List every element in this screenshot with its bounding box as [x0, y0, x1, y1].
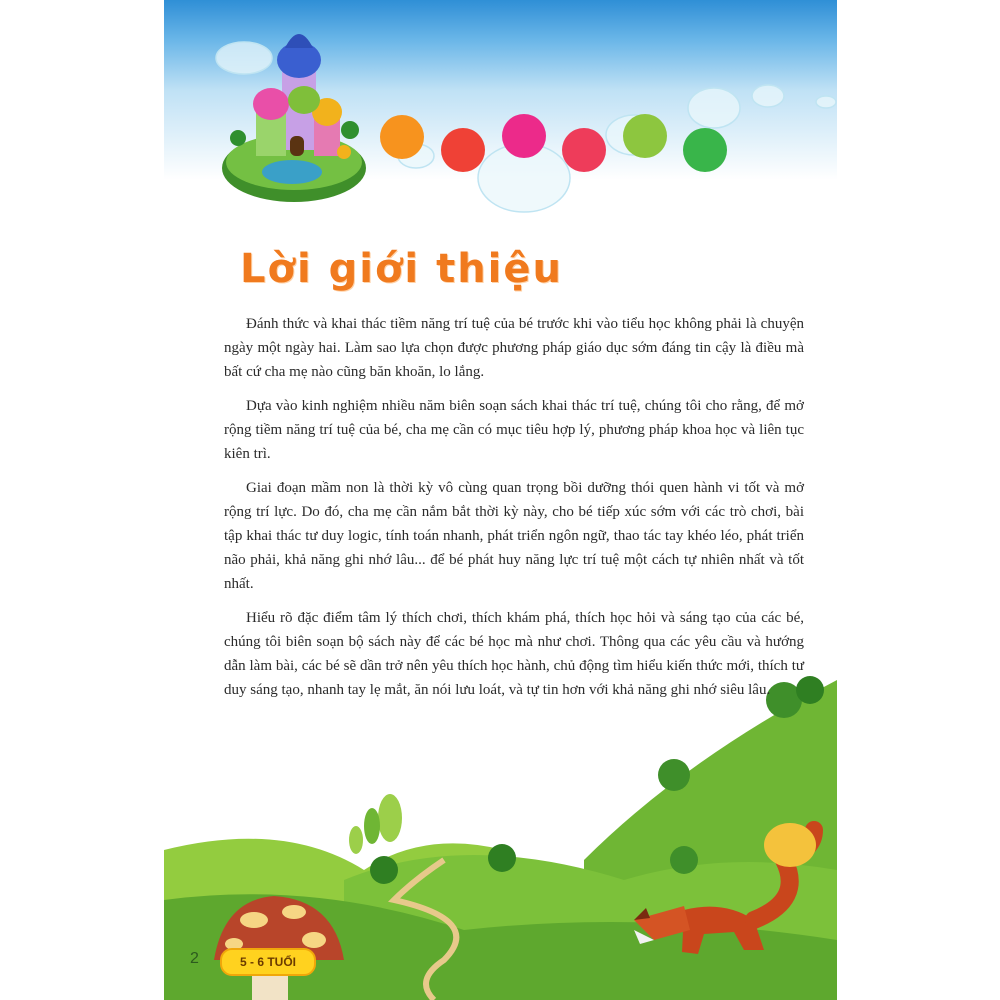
age-badge: 5 - 6 TUỔI — [220, 948, 316, 976]
paragraph: Đánh thức và khai thác tiềm năng trí tuệ của bé trước khi vào tiểu học không phải là chuyện ngày một ngày hai. Làm sao lựa chọn được phương pháp giáo dục sớm đáng tin cậy là điều mà bất cứ cha mẹ nào cũng băn khoăn, lo lắng. — [224, 316, 804, 380]
book-page — [164, 0, 837, 1000]
paragraph: Giai đoạn mầm non là thời kỳ vô cùng quan trọng bồi dưỡng thói quen hành vi tốt và mở rộng trí lực. Do đó, cha mẹ cần nắm bắt thời kỳ này, cho bé tiếp xúc sớm với các trò chơi, bài tập khai thác tư duy logic, tính toán nhanh, phát triển ngôn ngữ, thao tác tay khéo léo, phát triển não phải, khả năng ghi nhớ lâu... để bé phát huy năng lực trí tuệ một cách tự nhiên nhất và tốt nhất. — [224, 480, 804, 592]
intro-text — [224, 312, 804, 712]
page-title: Lời giới thiệu — [240, 246, 563, 292]
page-number: 2 — [190, 950, 199, 967]
paragraph: Dựa vào kinh nghiệm nhiều năm biên soạn sách khai thác trí tuệ, chúng tôi cho rằng, để mở rộng tiềm năng trí tuệ của bé, cha mẹ cần có mục tiêu hợp lý, phương pháp khoa học và liên tục kiên trì. — [224, 398, 804, 462]
paragraph: Hiểu rõ đặc điểm tâm lý thích chơi, thích khám phá, thích học hỏi và sáng tạo của các bé, chúng tôi biên soạn bộ sách này để các bé học mà như chơi. Thông qua các yêu cầu và hướng dẫn làm bài, các bé sẽ dần trở nên yêu thích học hành, chủ động tìm hiểu kiến thức mới, thích tư duy sáng tạo, nhanh tay lẹ mắt, ăn nói lưu loát, và tự tin hơn với khả năng ghi nhớ siêu lâu. — [224, 610, 804, 698]
